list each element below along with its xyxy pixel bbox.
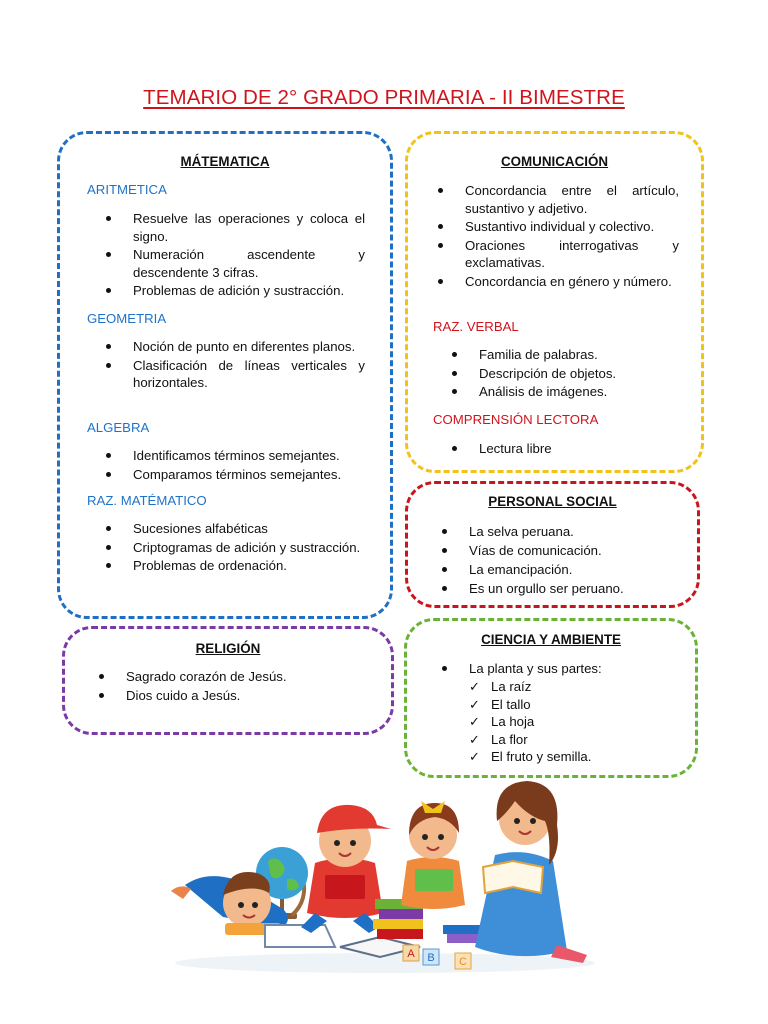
section-geometria: GEOMETRIA <box>87 311 167 326</box>
list-item: Sucesiones alfabéticas <box>133 520 365 538</box>
religion-heading: RELIGIÓN <box>195 641 261 656</box>
list-item: Sagrado corazón de Jesús. <box>126 668 356 686</box>
block-label: A <box>407 948 415 960</box>
checkmark-icon: ✓ <box>469 679 480 694</box>
children-reading-illustration <box>165 775 605 975</box>
geometria-list <box>133 338 365 392</box>
section-comprension-lectora: COMPRENSIÓN LECTORA <box>433 412 599 427</box>
plant-parts-checklist <box>469 678 681 766</box>
checkmark-icon: ✓ <box>469 731 480 747</box>
ciencia-list <box>469 660 679 678</box>
matematica-heading: MÁTEMATICA <box>180 154 270 169</box>
list-item: Sustantivo individual y colectivo. <box>465 218 679 236</box>
list-item: Familia de palabras. <box>479 346 689 364</box>
check-item-label: La hoja <box>491 714 535 730</box>
personal-social-box <box>405 481 700 608</box>
personal-social-heading: PERSONAL SOCIAL <box>488 494 617 509</box>
section-raz-matematico: RAZ. MATÉMATICO <box>87 493 207 508</box>
list-item: Criptogramas de adición y sustracción. <box>133 539 365 557</box>
raz-matematico-list <box>133 520 365 575</box>
block-label: C <box>459 956 467 968</box>
list-item: Concordancia en género y número. <box>465 273 679 291</box>
comunicacion-heading: COMUNICACIÓN <box>500 154 609 169</box>
list-item: Dios cuido a Jesús. <box>126 687 356 705</box>
list-item: Problemas de ordenación. <box>133 557 365 575</box>
check-item-label: El fruto y semilla. <box>491 749 592 765</box>
section-raz-verbal: RAZ. VERBAL <box>433 319 519 334</box>
teacher-figure <box>475 781 587 963</box>
check-item-label: La flor <box>491 731 528 747</box>
check-item <box>469 713 681 731</box>
check-item-label: El tallo <box>491 696 531 712</box>
list-item: La emancipación. <box>469 561 684 579</box>
algebra-list <box>133 447 373 483</box>
list-item: Identificamos términos semejantes. <box>133 447 373 465</box>
checkmark-icon: ✓ <box>469 714 480 730</box>
list-item: Resuelve las operaciones y coloca el signo. <box>133 211 365 244</box>
list-item: Oraciones interrogativas y exclamativas. <box>465 237 679 271</box>
list-item: Numeración ascendente y descendente 3 cifras. <box>133 247 365 280</box>
list-item: Noción de punto en diferentes planos. <box>133 338 365 356</box>
religion-list <box>126 668 356 705</box>
ciencia-heading: CIENCIA Y AMBIENTE <box>481 632 621 647</box>
check-item-label: La raíz <box>491 679 532 694</box>
list-item: Análisis de imágenes. <box>479 383 689 401</box>
comunicacion-list <box>465 182 679 291</box>
religion-box <box>62 626 394 735</box>
list-item: Concordancia entre el artículo, sustantivo y adjetivo. <box>465 183 679 216</box>
check-item <box>469 678 681 696</box>
list-item: La selva peruana. <box>469 523 684 541</box>
checkmark-icon: ✓ <box>469 749 480 765</box>
check-item <box>469 748 681 766</box>
aritmetica-list <box>133 210 365 300</box>
section-aritmetica: ARITMETICA <box>87 182 167 197</box>
list-item: Comparamos términos semejantes. <box>133 466 373 484</box>
list-item: Problemas de adición y sustracción. <box>133 282 365 300</box>
list-item: La planta y sus partes: <box>469 660 679 678</box>
ciencia-box <box>404 618 698 778</box>
section-algebra: ALGEBRA <box>87 420 150 435</box>
list-item: Lectura libre <box>479 440 689 458</box>
page-title: TEMARIO DE 2° GRADO PRIMARIA - II BIMESTRE <box>143 86 625 109</box>
list-item: Descripción de objetos. <box>479 365 689 383</box>
list-item: Vías de comunicación. <box>469 542 684 560</box>
girl-figure <box>401 801 465 909</box>
block-label: B <box>427 952 435 964</box>
personal-social-list <box>469 523 684 598</box>
list-item: Es un orgullo ser peruano. <box>469 580 684 598</box>
comprension-list <box>479 440 689 458</box>
raz-verbal-list <box>479 346 689 401</box>
check-item <box>469 731 681 749</box>
check-item <box>469 696 681 714</box>
matematica-box <box>57 131 393 619</box>
boy-cap-figure <box>301 805 391 933</box>
list-item: Clasificación de líneas verticales y horizontales. <box>133 357 365 391</box>
comunicacion-box <box>405 131 704 473</box>
checkmark-icon: ✓ <box>469 696 480 712</box>
